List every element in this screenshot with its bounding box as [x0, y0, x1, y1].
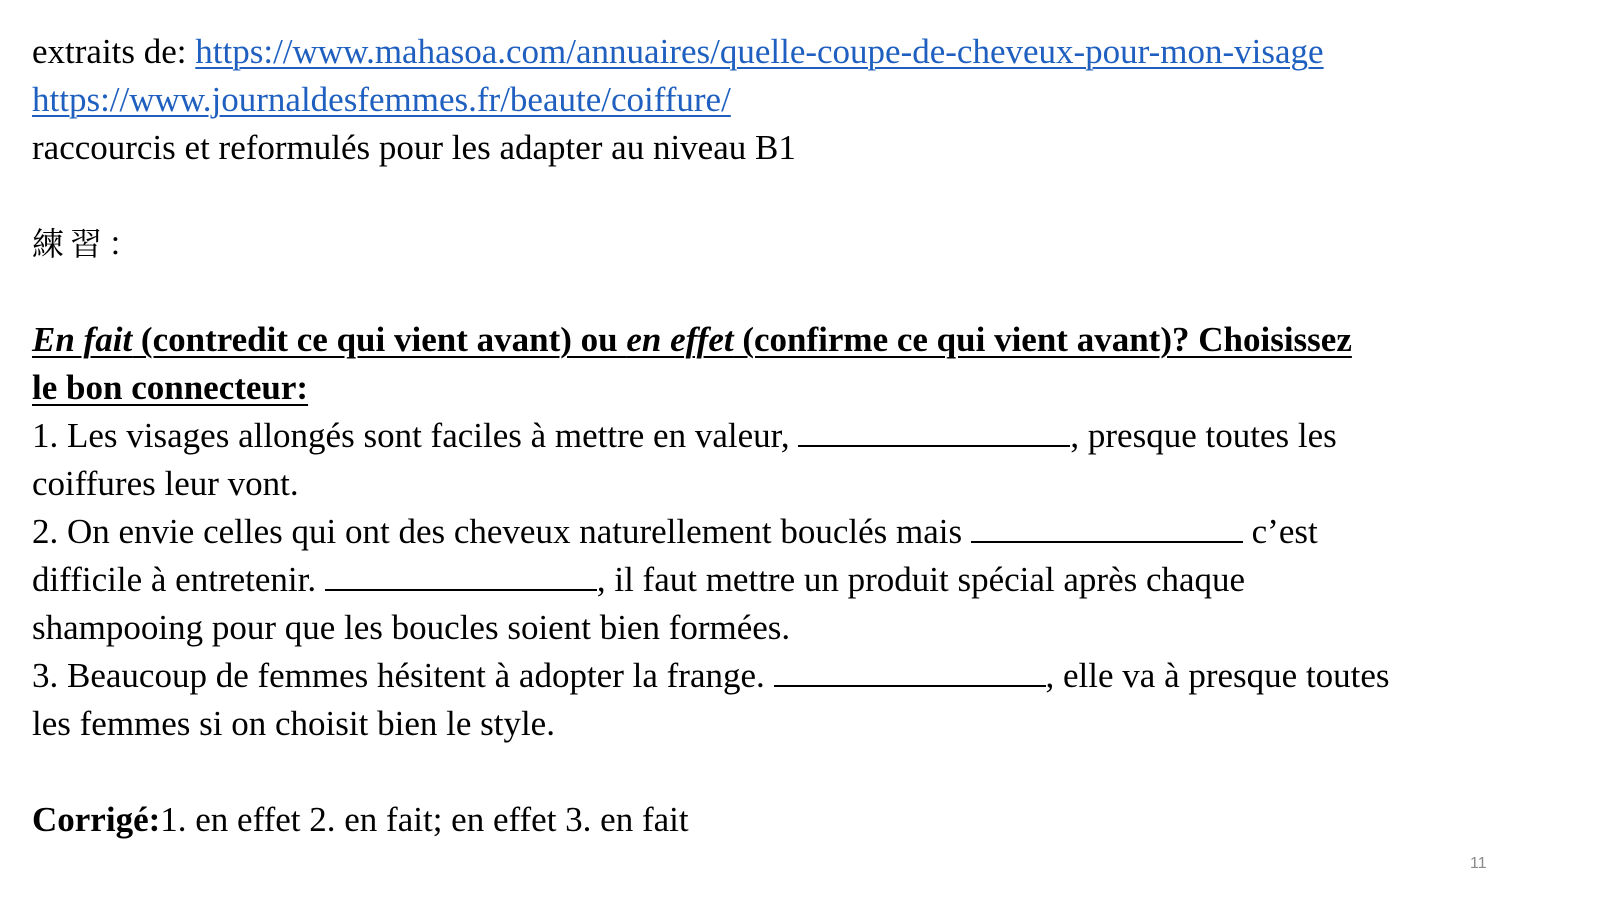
question-1-text-b: , presque toutes les: [1070, 416, 1337, 455]
question-2-text-a: 2. On envie celles qui ont des cheveux naturellement bouclés mais: [32, 512, 971, 551]
instruction-part-2: (confirme ce qui vient avant)? Choisissez: [733, 320, 1352, 359]
question-2-line-1: [32, 508, 1572, 556]
slide-content: [32, 28, 1572, 844]
spacer: [32, 268, 1572, 316]
instruction-line-1: [32, 316, 1572, 364]
source-link-journaldesfemmes[interactable]: https://www.journaldesfemmes.fr/beaute/coiffure/: [32, 80, 731, 119]
question-1-line-2: coiffures leur vont.: [32, 464, 299, 503]
instruction-part-1: (contredit ce qui vient avant) ou: [132, 320, 627, 359]
exercise-heading: [32, 220, 1572, 268]
answer-key-label: Corrigé:: [32, 800, 161, 839]
question-1-text-a: 1. Les visages allongés sont faciles à mettre en valeur,: [32, 416, 799, 455]
question-3-text-b: , elle va à presque toutes: [1045, 656, 1390, 695]
question-2-line-3: shampooing pour que les boucles soient bien formées.: [32, 608, 791, 647]
adaptation-note: raccourcis et reformulés pour les adapter au niveau B1: [32, 128, 796, 167]
instruction-part-3: le bon connecteur:: [32, 368, 309, 407]
instruction-text: [32, 320, 1352, 359]
term-en-effet: en effet: [626, 320, 734, 359]
spacer: [32, 172, 1572, 220]
question-3-text-a: 3. Beaucoup de femmes hésitent à adopter la frange.: [32, 656, 774, 695]
instruction-line-2: [32, 364, 1572, 412]
sources-line: [32, 28, 1572, 76]
answer-key-text: 1. en effet 2. en fait; en effet 3. en fait: [160, 800, 689, 839]
sources-prefix: extraits de:: [32, 32, 196, 71]
question-2-text-d: , il faut mettre un produit spécial après chaque: [596, 560, 1246, 599]
spacer: [32, 748, 1572, 796]
answer-blank-1[interactable]: [798, 415, 1070, 447]
question-2-text-c: difficile à entretenir.: [32, 560, 325, 599]
question-2-line-2: [32, 556, 1572, 604]
question-3-line-2: les femmes si on choisit bien le style.: [32, 704, 555, 743]
source-link-line-2: [32, 76, 1572, 124]
answer-key-line: [32, 796, 1572, 844]
answer-blank-2b[interactable]: [325, 559, 597, 591]
answer-blank-3[interactable]: [774, 655, 1046, 687]
page-number: 11: [1470, 855, 1487, 872]
answer-blank-2a[interactable]: [971, 511, 1243, 543]
question-2-text-b: c’est: [1242, 512, 1318, 551]
exercise-heading-text: 練習：: [32, 225, 147, 263]
term-en-fait: En fait: [32, 320, 133, 359]
question-3-line-1: [32, 652, 1572, 700]
question-1-line-1: [32, 412, 1572, 460]
source-link-mahasoa[interactable]: https://www.mahasoa.com/annuaires/quelle-coupe-de-cheveux-pour-mon-visage: [195, 32, 1324, 71]
